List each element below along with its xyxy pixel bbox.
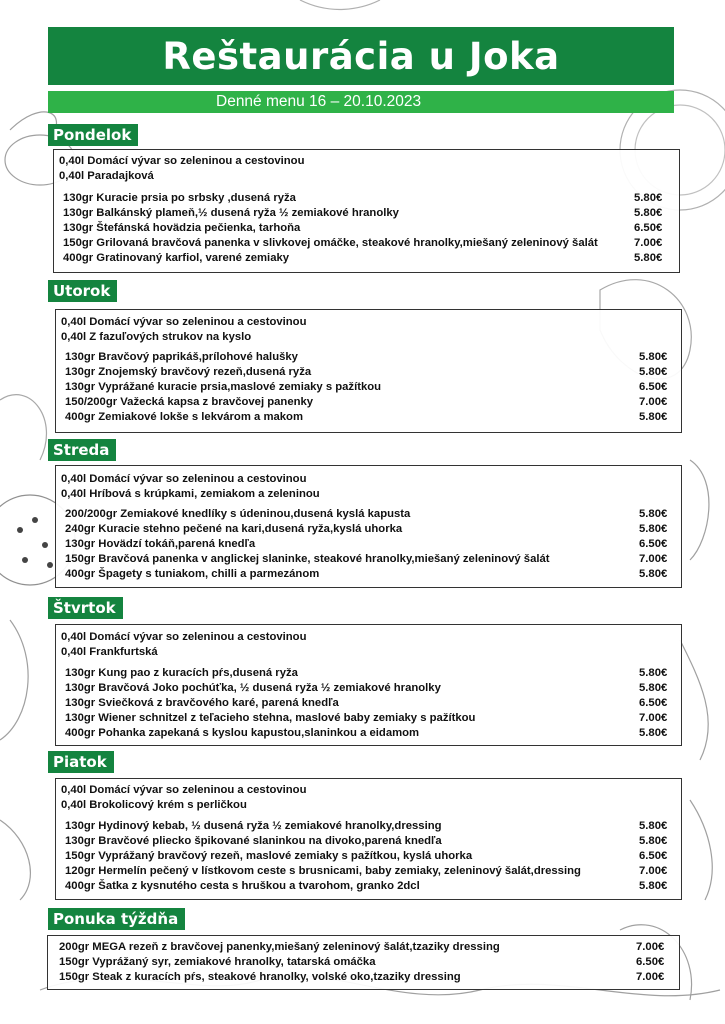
meal-item: 130gr Bravčová Joko pochúťka, ½ dusená ryža ½ zemiakové hranolky <box>65 682 441 694</box>
soup-item: 0,40l Z fazuľových strukov na kyslo <box>61 331 252 343</box>
soup-item: 0,40l Brokolicový krém s perličkou <box>61 799 247 811</box>
meal-item: 150gr Vyprážaný bravčový rezeň, maslové zemiaky s pažítkou, kyslá uhorka <box>65 850 473 862</box>
meal-item: 400gr Šatka z kysnutého cesta s hruškou a tvarohom, granko 2dcl <box>65 880 420 892</box>
meal-item: 130gr Vyprážané kuracie prsia,maslové zemiaky s pažítkou <box>65 381 382 393</box>
meal-price: 5.80€ <box>639 351 668 363</box>
meal-item: 120gr Hermelín pečený v lístkovom ceste s brusnicami, baby zemiaky, zeleninový šalát,dressing <box>65 865 581 877</box>
meal-item: 130gr Bravčový paprikáš,prílohové halušky <box>65 351 298 363</box>
menu-date-range: Denné menu 16 – 20.10.2023 <box>216 93 422 110</box>
meal-item: 130gr Sviečková z bravčového karé, parená knedľa <box>65 697 339 709</box>
meal-price: 6.50€ <box>639 538 668 550</box>
meal-item: 130gr Znojemský bravčový rezeň,dusená ryža <box>65 366 312 378</box>
meal-price: 7.00€ <box>639 712 668 724</box>
meal-item: 150gr Grilovaná bravčová panenka v slivkovej omáčke, steakové hranolky,miešaný zeleninový šalát <box>63 237 598 249</box>
weekly-meal-item: 150gr Steak z kuracích pŕs, steakové hranolky, volské oko,tzaziky dressing <box>59 971 461 983</box>
meal-price: 5.80€ <box>634 252 663 264</box>
menu-box-weekly <box>47 935 680 990</box>
soup-item: 0,40l Domácí vývar so zeleninou a cestovinou <box>59 155 305 167</box>
day-label-utorok: Utorok <box>48 280 117 302</box>
weekly-meal-item: 150gr Vyprážaný syr, zemiakové hranolky, tatarská omáčka <box>59 956 376 968</box>
meal-item: 130gr Hydinový kebab, ½ dusená ryža ½ zemiakové hranolky,dressing <box>65 820 442 832</box>
meal-price: 5.80€ <box>634 207 663 219</box>
soup-item: 0,40l Domácí vývar so zeleninou a cestovinou <box>61 473 307 485</box>
soup-item: 0,40l Domácí vývar so zeleninou a cestovinou <box>61 316 307 328</box>
soup-item: 0,40l Paradajková <box>59 170 154 182</box>
meal-item: 130gr Bravčové pliecko špikované slaninkou na divoko,parená knedľa <box>65 835 442 847</box>
meal-price: 7.00€ <box>639 553 668 565</box>
meal-price: 5.80€ <box>639 667 668 679</box>
meal-price: 5.80€ <box>639 880 668 892</box>
soup-item: 0,40l Domácí vývar so zeleninou a cestovinou <box>61 784 307 796</box>
meal-price: 6.50€ <box>634 222 663 234</box>
menu-box-piatok <box>55 778 682 900</box>
meal-price: 6.50€ <box>639 381 668 393</box>
weekly-meal-price: 7.00€ <box>636 971 665 983</box>
restaurant-title: Reštaurácia u Joka <box>162 34 560 78</box>
day-label-streda: Streda <box>48 439 116 461</box>
meal-price: 7.00€ <box>639 865 668 877</box>
menu-date-bar <box>48 91 674 113</box>
meal-price: 5.80€ <box>639 682 668 694</box>
meal-price: 5.80€ <box>639 835 668 847</box>
meal-price: 5.80€ <box>639 366 668 378</box>
weekly-offer-label: Ponuka týždňa <box>48 908 185 930</box>
meal-item: 240gr Kuracie stehno pečené na kari,dusená ryža,kyslá uhorka <box>65 523 403 535</box>
meal-price: 5.80€ <box>634 192 663 204</box>
meal-item: 130gr Wiener schnitzel z teľacieho stehna, maslové baby zemiaky s pažítkou <box>65 712 476 724</box>
soup-item: 0,40l Frankfurtská <box>61 646 158 658</box>
meal-item: 150/200gr Važecká kapsa z bravčovej panenky <box>65 396 314 408</box>
meal-price: 5.80€ <box>639 508 668 520</box>
menu-box-utorok <box>55 309 682 433</box>
meal-item: 200/200gr Zemiakové knedlíky s údeninou,dusená kyslá kapusta <box>65 508 411 520</box>
day-label-piatok: Piatok <box>48 751 114 773</box>
day-label-stvrtok: Štvrtok <box>48 597 123 619</box>
meal-item: 400gr Pohanka zapekaná s kyslou kapustou,slaninkou a eidamom <box>65 727 420 739</box>
meal-item: 400gr Špagety s tuniakom, chilli a parmezánom <box>65 568 320 580</box>
meal-price: 6.50€ <box>639 697 668 709</box>
meal-item: 130gr Balkánský plameň,½ dusená ryža ½ zemiakové hranolky <box>63 207 399 219</box>
soup-item: 0,40l Hríbová s krúpkami, zemiakom a zeleninou <box>61 488 320 500</box>
day-label-pondelok: Pondelok <box>48 124 138 146</box>
meal-item: 130gr Kuracie prsia po srbsky ,dusená ryža <box>63 192 296 204</box>
soup-item: 0,40l Domácí vývar so zeleninou a cestovinou <box>61 631 307 643</box>
meal-item: 130gr Hovädzí tokáň,parená knedľa <box>65 538 256 550</box>
menu-box-streda <box>55 465 682 588</box>
meal-item: 400gr Gratinovaný karfiol, varené zemiaky <box>63 252 290 264</box>
meal-item: 150gr Bravčová panenka v anglickej slaninke, steakové hranolky,miešaný zeleninový šalát <box>65 553 550 565</box>
meal-price: 5.80€ <box>639 523 668 535</box>
menu-box-stvrtok <box>55 624 682 746</box>
weekly-meal-price: 6.50€ <box>636 956 665 968</box>
weekly-meal-price: 7.00€ <box>636 941 665 953</box>
meal-price: 5.80€ <box>639 727 668 739</box>
menu-box-pondelok <box>53 149 680 273</box>
meal-item: 400gr Zemiakové lokše s lekvárom a makom <box>65 411 303 423</box>
meal-price: 5.80€ <box>639 411 668 423</box>
meal-item: 130gr Štefánská hovädzia pečienka, tarhoňa <box>63 222 301 234</box>
restaurant-header <box>48 27 674 85</box>
meal-price: 7.00€ <box>634 237 663 249</box>
meal-price: 6.50€ <box>639 850 668 862</box>
meal-price: 7.00€ <box>639 396 668 408</box>
meal-price: 5.80€ <box>639 820 668 832</box>
weekly-meal-item: 200gr MEGA rezeň z bravčovej panenky,miešaný zeleninový šalát,tzaziky dressing <box>59 941 500 953</box>
meal-price: 5.80€ <box>639 568 668 580</box>
meal-item: 130gr Kung pao z kuracích pŕs,dusená ryža <box>65 667 298 679</box>
